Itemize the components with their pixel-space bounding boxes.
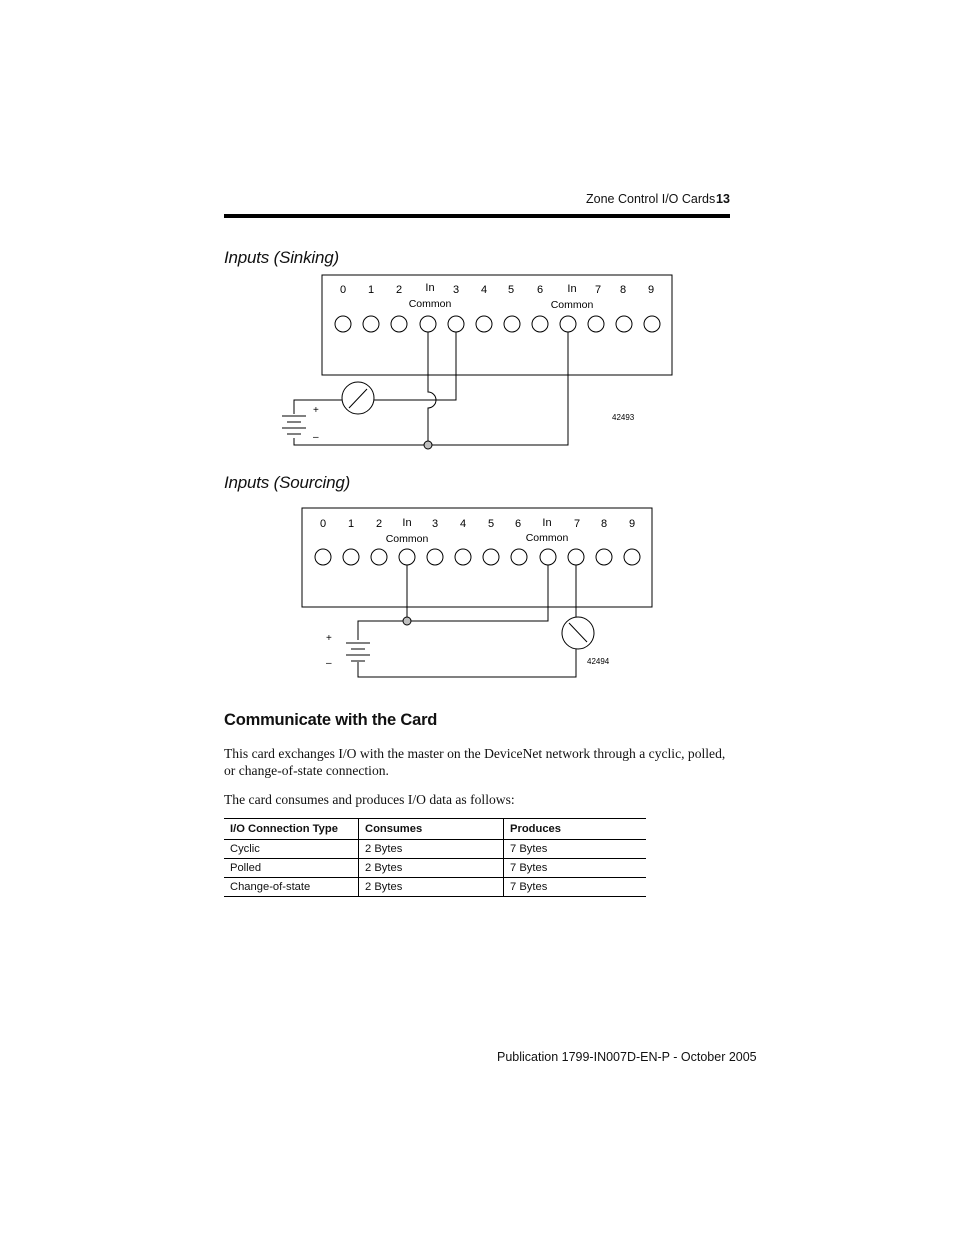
common-in-label: In — [567, 283, 577, 295]
terminal-label: 5 — [487, 518, 495, 530]
terminal-screw — [568, 549, 584, 565]
table-cell: 2 Bytes — [359, 859, 504, 878]
common-in-label: In — [425, 282, 435, 294]
terminal-screw — [588, 316, 604, 332]
table-cell: 2 Bytes — [359, 840, 504, 859]
terminal-label: 4 — [459, 518, 467, 530]
terminal-label: 2 — [375, 518, 383, 530]
table-cell: 2 Bytes — [359, 878, 504, 897]
wire-common-right — [411, 565, 548, 621]
input-switch-blade — [569, 623, 587, 642]
wire-input — [374, 332, 456, 400]
common-in-label: In — [542, 517, 552, 529]
terminal-screw — [616, 316, 632, 332]
terminal-label: 2 — [395, 284, 403, 296]
terminal-screw — [560, 316, 576, 332]
column-header: Produces — [504, 819, 647, 840]
terminal-screw — [343, 549, 359, 565]
polarity-plus: + — [313, 405, 319, 416]
table-row — [224, 878, 646, 897]
wire-return — [358, 649, 576, 677]
wiring-diagram-sinking — [270, 270, 690, 460]
common-in-label: In — [402, 517, 412, 529]
body-paragraph: The card consumes and produces I/O data as follows: — [224, 792, 515, 807]
column-header: I/O Connection Type — [224, 819, 359, 840]
polarity-minus: – — [313, 432, 319, 443]
terminal-screw — [420, 316, 436, 332]
column-header: Consumes — [359, 819, 504, 840]
terminal-label: 1 — [367, 284, 375, 296]
header-rule — [224, 214, 730, 218]
terminal-label: 0 — [339, 284, 347, 296]
figure-id: 42493 — [612, 413, 635, 422]
table-cell: Change-of-state — [224, 878, 359, 897]
terminal-screw — [391, 316, 407, 332]
running-header-title: Zone Control I/O Cards — [586, 192, 716, 206]
terminal-label: 1 — [347, 518, 355, 530]
terminal-label: 8 — [619, 284, 627, 296]
common-label: Common — [408, 298, 452, 310]
table-header-row — [224, 819, 646, 840]
page-number: 13 — [716, 192, 730, 206]
polarity-plus: + — [326, 633, 332, 644]
table-row — [224, 859, 646, 878]
body-paragraph: This card exchanges I/O with the master on the DeviceNet network through a cyclic, polled, or change-of-state connection. — [224, 746, 726, 778]
terminal-screw — [455, 549, 471, 565]
terminal-screw — [448, 316, 464, 332]
terminal-screw — [399, 549, 415, 565]
common-label: Common — [525, 532, 569, 544]
table-cell: Polled — [224, 859, 359, 878]
common-label: Common — [385, 533, 429, 545]
terminal-label: 6 — [514, 518, 522, 530]
wire-common — [428, 332, 436, 445]
table-row — [224, 840, 646, 859]
terminal-label: 4 — [480, 284, 488, 296]
figure-caption-sinking: Inputs (Sinking) — [224, 248, 339, 267]
terminal-screw — [363, 316, 379, 332]
figure-caption-sourcing: Inputs (Sourcing) — [224, 473, 351, 492]
terminal-label: 9 — [647, 284, 655, 296]
terminal-screw — [315, 549, 331, 565]
polarity-minus: – — [326, 658, 332, 669]
input-switch-blade — [349, 389, 367, 408]
terminal-block — [302, 508, 652, 607]
figure-id: 42494 — [587, 657, 610, 666]
junction-dot — [424, 441, 432, 449]
terminal-screw — [504, 316, 520, 332]
terminal-screw — [624, 549, 640, 565]
common-label: Common — [550, 299, 594, 311]
terminal-screw — [532, 316, 548, 332]
section-heading: Communicate with the Card — [224, 711, 438, 729]
terminal-screw — [371, 549, 387, 565]
terminal-label: 8 — [600, 518, 608, 530]
table-cell: 7 Bytes — [504, 840, 647, 859]
table-cell: Cyclic — [224, 840, 359, 859]
terminal-screw — [335, 316, 351, 332]
wire-common-right — [294, 332, 568, 445]
terminal-screw — [596, 549, 612, 565]
junction-dot — [403, 617, 411, 625]
wire-common-to-supply — [358, 565, 407, 640]
publication-footer: Publication 1799-IN007D-EN-P - October 2005 — [497, 1050, 757, 1064]
terminal-screw — [644, 316, 660, 332]
terminal-label: 5 — [507, 284, 515, 296]
terminal-screw — [476, 316, 492, 332]
terminal-label: 9 — [628, 518, 636, 530]
table-cell: 7 Bytes — [504, 859, 647, 878]
terminal-label: 6 — [536, 284, 544, 296]
io-data-table — [224, 818, 646, 897]
terminal-label: 3 — [452, 284, 460, 296]
terminal-label: 0 — [319, 518, 327, 530]
wiring-diagram-sourcing — [300, 500, 660, 685]
terminal-label: 7 — [594, 284, 602, 296]
terminal-label: 7 — [573, 518, 581, 530]
terminal-label: 3 — [431, 518, 439, 530]
terminal-screw — [540, 549, 556, 565]
table-cell: 7 Bytes — [504, 878, 647, 897]
terminal-screw — [483, 549, 499, 565]
terminal-screw — [427, 549, 443, 565]
terminal-screw — [511, 549, 527, 565]
